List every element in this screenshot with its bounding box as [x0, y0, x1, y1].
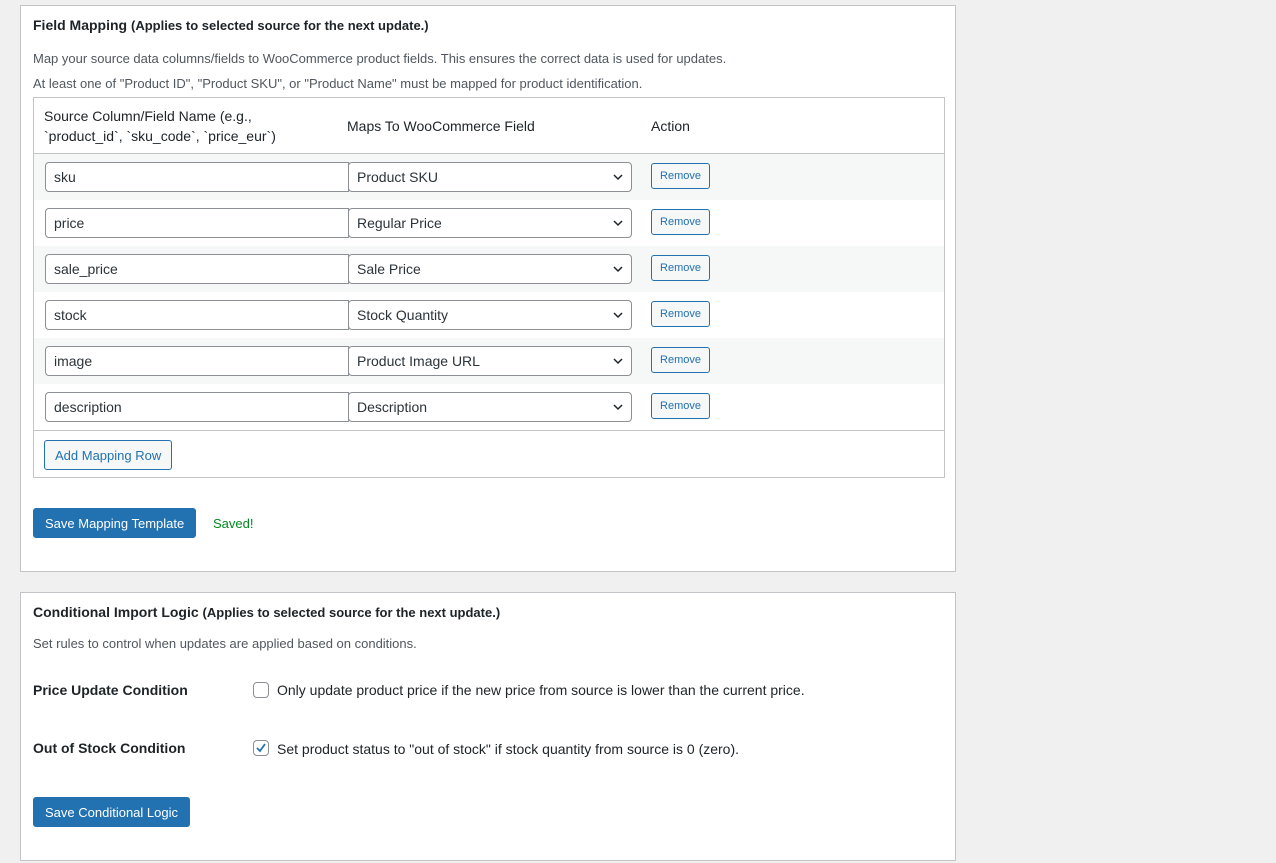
woo-field-select[interactable] — [348, 300, 632, 330]
field-mapping-panel — [20, 5, 956, 572]
woo-field-select-value: Product Image URL — [357, 353, 480, 369]
mapping-row — [34, 246, 944, 292]
chevron-down-icon — [613, 357, 623, 365]
woo-field-select-value: Stock Quantity — [357, 307, 449, 323]
mapping-row — [34, 292, 944, 338]
price-condition-text[interactable]: Only update product price if the new price from source is lower than the current price. — [277, 682, 805, 698]
remove-row-button[interactable]: Remove — [651, 255, 710, 281]
mapping-row — [34, 338, 944, 384]
price-condition-checkbox[interactable] — [253, 682, 269, 698]
conditional-logic-description: Set rules to control when updates are applied based on conditions. — [33, 636, 417, 651]
conditional-logic-panel — [20, 592, 956, 861]
price-update-condition-label: Price Update Condition — [33, 682, 188, 698]
remove-row-button[interactable]: Remove — [651, 163, 710, 189]
source-field-input[interactable] — [45, 346, 349, 376]
woo-field-select-value: Sale Price — [357, 261, 421, 277]
remove-row-button[interactable]: Remove — [651, 347, 710, 373]
conditional-logic-title — [33, 604, 500, 620]
remove-row-button[interactable]: Remove — [651, 209, 710, 235]
mapping-table-header — [34, 98, 944, 154]
woo-field-select[interactable] — [348, 162, 632, 192]
woo-field-select[interactable] — [348, 392, 632, 422]
out-of-stock-condition-label: Out of Stock Condition — [33, 740, 186, 756]
field-mapping-title-sub: (Applies to selected source for the next update.) — [131, 18, 429, 33]
conditional-logic-title-text: Conditional Import Logic — [33, 604, 199, 620]
stock-condition-text[interactable]: Set product status to "out of stock" if stock quantity from source is 0 (zero). — [277, 741, 740, 757]
checkmark-icon — [255, 742, 267, 754]
source-field-input[interactable] — [45, 208, 349, 238]
mapping-row — [34, 384, 944, 430]
header-action: Action — [651, 118, 690, 134]
source-field-input[interactable] — [45, 300, 349, 330]
conditional-logic-title-sub: (Applies to selected source for the next update.) — [202, 605, 501, 620]
field-mapping-title-text: Field Mapping — [33, 17, 128, 33]
woo-field-select[interactable] — [348, 208, 632, 238]
woo-field-select-value: Product SKU — [357, 169, 438, 185]
woo-field-select-value: Description — [357, 399, 428, 415]
source-field-input[interactable] — [45, 392, 349, 422]
header-maps-to: Maps To WooCommerce Field — [347, 118, 535, 134]
header-source-column: Source Column/Field Name (e.g., `product_id`, `sku_code`, `price_eur`) — [44, 108, 276, 144]
mapping-table — [33, 97, 945, 478]
field-mapping-requirement-note: At least one of "Product ID", "Product SKU", or "Product Name" must be mapped for product identification. — [33, 76, 643, 91]
chevron-down-icon — [613, 403, 623, 411]
field-mapping-title — [33, 17, 429, 33]
chevron-down-icon — [613, 311, 623, 319]
source-field-input[interactable] — [45, 162, 349, 192]
saved-status-text: Saved! — [213, 516, 254, 531]
mapping-row — [34, 154, 944, 200]
save-conditional-logic-button[interactable]: Save Conditional Logic — [33, 797, 190, 827]
remove-row-button[interactable]: Remove — [651, 301, 710, 327]
chevron-down-icon — [613, 173, 623, 181]
field-mapping-description: Map your source data columns/fields to WooCommerce product fields. This ensures the correct data is used for updates. — [33, 51, 727, 66]
stock-condition-checkbox[interactable] — [253, 740, 269, 756]
woo-field-select-value: Regular Price — [357, 215, 442, 231]
mapping-row — [34, 200, 944, 246]
save-mapping-template-button[interactable]: Save Mapping Template — [33, 508, 196, 538]
remove-row-button[interactable]: Remove — [651, 393, 710, 419]
source-field-input[interactable] — [45, 254, 349, 284]
woo-field-select[interactable] — [348, 254, 632, 284]
mapping-table-footer — [34, 430, 944, 477]
chevron-down-icon — [613, 219, 623, 227]
woo-field-select[interactable] — [348, 346, 632, 376]
chevron-down-icon — [613, 265, 623, 273]
add-mapping-row-button[interactable]: Add Mapping Row — [44, 440, 172, 470]
